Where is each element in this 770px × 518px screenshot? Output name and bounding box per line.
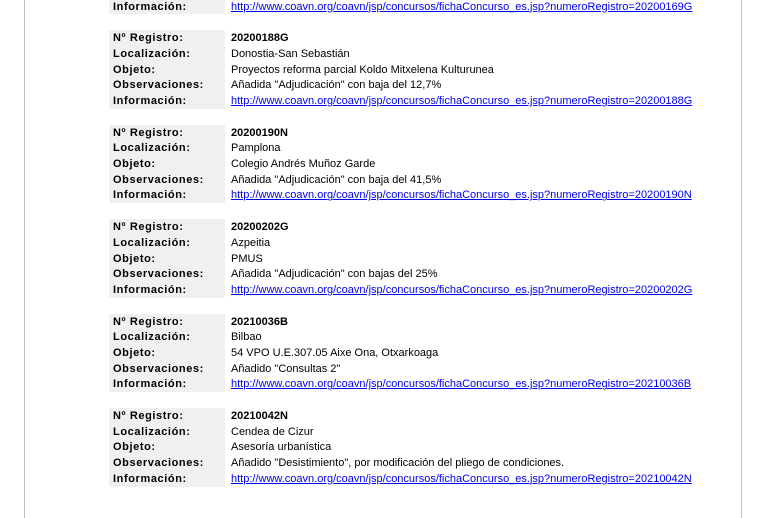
- registro-value: 20200188G: [231, 32, 289, 45]
- objeto-value: Colegio Andrés Muñoz Garde: [231, 158, 376, 171]
- objeto-value: Asesoría urbanística: [231, 441, 332, 454]
- field-label-objeto: Objeto:: [109, 440, 225, 456]
- informacion-link[interactable]: http://www.coavn.org/coavn/jsp/concursos/fichaConcurso_es.jsp?numeroRegistro=20200188G: [231, 95, 693, 108]
- field-label-informacion: Información:: [109, 282, 225, 298]
- field-label-registro: Nº Registro:: [109, 30, 225, 46]
- record: [109, 30, 729, 108]
- informacion-link[interactable]: http://www.coavn.org/coavn/jsp/concursos/fichaConcurso_es.jsp?numeroRegistro=20200190N: [231, 189, 692, 202]
- field-label-registro: Nº Registro:: [109, 314, 225, 330]
- field-label-objeto: Objeto:: [109, 156, 225, 172]
- observaciones-value: Añadida "Adjudicación" con bajas del 25%: [231, 268, 438, 281]
- record: [109, 408, 729, 486]
- field-label-observaciones: Observaciones:: [109, 361, 225, 377]
- field-label-observaciones: Observaciones:: [109, 266, 225, 282]
- objeto-value: 54 VPO U.E.307.05 Aixe Ona, Otxarkoaga: [231, 346, 439, 359]
- field-label-registro: Nº Registro:: [109, 219, 225, 235]
- field-label-localizacion: Localización:: [109, 141, 225, 157]
- record: [109, 125, 729, 203]
- field-label-objeto: Objeto:: [109, 62, 225, 78]
- localizacion-value: Cendea de Cizur: [231, 425, 314, 438]
- observaciones-value: Añadido "Consultas 2": [231, 362, 341, 375]
- field-label-localizacion: Localización:: [109, 235, 225, 251]
- observaciones-value: Añadido "Desistimiento", por modificación del pliego de condiciones.: [231, 457, 565, 470]
- page-frame: [24, 0, 742, 518]
- observaciones-value: Añadida "Adjudicación" con baja del 41,5%: [231, 173, 442, 186]
- records-list: [109, 0, 729, 503]
- field-label-informacion: Información:: [109, 188, 225, 204]
- field-label-objeto: Objeto:: [109, 251, 225, 267]
- field-label-informacion: Información:: [109, 0, 225, 14]
- registro-value: 20200202G: [231, 221, 289, 234]
- objeto-value: Proyectos reforma parcial Koldo Mitxelena Kulturunea: [231, 63, 494, 76]
- field-label-informacion: Información:: [109, 377, 225, 393]
- registro-value: 20210036B: [231, 315, 288, 328]
- field-label-observaciones: Observaciones:: [109, 455, 225, 471]
- field-label-localizacion: Localización:: [109, 424, 225, 440]
- observaciones-value: Añadida "Adjudicación" con baja del 12,7%: [231, 79, 442, 92]
- localizacion-value: Pamplona: [231, 142, 281, 155]
- field-label-informacion: Información:: [109, 471, 225, 487]
- informacion-link[interactable]: http://www.coavn.org/coavn/jsp/concursos/fichaConcurso_es.jsp?numeroRegistro=20200169G: [231, 0, 693, 13]
- registro-value: 20200190N: [231, 126, 288, 139]
- field-label-localizacion: Localización:: [109, 329, 225, 345]
- field-label-objeto: Objeto:: [109, 345, 225, 361]
- registro-value: 20210042N: [231, 410, 288, 423]
- localizacion-value: Bilbao: [231, 331, 262, 344]
- field-label-registro: Nº Registro:: [109, 408, 225, 424]
- localizacion-value: Azpeitia: [231, 236, 271, 249]
- informacion-link[interactable]: http://www.coavn.org/coavn/jsp/concursos/fichaConcurso_es.jsp?numeroRegistro=20210036B: [231, 378, 692, 391]
- field-label-observaciones: Observaciones:: [109, 172, 225, 188]
- record: [109, 0, 729, 14]
- informacion-link[interactable]: http://www.coavn.org/coavn/jsp/concursos/fichaConcurso_es.jsp?numeroRegistro=20200202G: [231, 283, 693, 296]
- field-label-informacion: Información:: [109, 93, 225, 109]
- localizacion-value: Donostia-San Sebastián: [231, 47, 350, 60]
- record: [109, 219, 729, 297]
- field-label-registro: Nº Registro:: [109, 125, 225, 141]
- field-label-observaciones: Observaciones:: [109, 78, 225, 94]
- record: [109, 314, 729, 392]
- field-label-localizacion: Localización:: [109, 46, 225, 62]
- informacion-link[interactable]: http://www.coavn.org/coavn/jsp/concursos/fichaConcurso_es.jsp?numeroRegistro=20210042N: [231, 472, 692, 485]
- objeto-value: PMUS: [231, 252, 263, 265]
